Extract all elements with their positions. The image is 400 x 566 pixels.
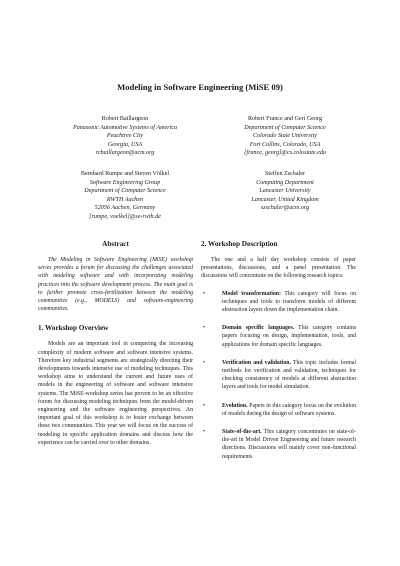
bullet-icon: •	[203, 325, 206, 332]
topic-text: This category will focus on techniques and tools to transform models of different abstraction layers down the implementation chain.	[222, 290, 356, 314]
topic-text: This topic includes formal methods for verification and validation, techniques for checking consistency of models at different abstraction layers and tools for model simulation.	[222, 359, 356, 391]
left-column	[38, 240, 193, 456]
abstract-heading: Abstract	[102, 240, 129, 248]
author-email: [rumpe, voelkel]@se-rwth.de	[89, 213, 161, 220]
author-email: [france, georg]@cs.colostate.edu	[244, 150, 326, 157]
right-column	[201, 240, 356, 471]
list-item	[201, 428, 356, 461]
author-block-1	[40, 115, 210, 158]
author-email: rcbaillargeon@acm.org	[95, 150, 155, 157]
topic-term: Evolution.	[222, 402, 248, 409]
topic-term: Domain specific languages.	[222, 325, 295, 332]
author-affiliation-line: RWTH Aachen	[106, 196, 144, 203]
author-block-3	[40, 170, 210, 222]
author-name: Steffen Zschaler	[265, 171, 305, 177]
list-item	[201, 290, 356, 315]
bullet-icon: •	[203, 402, 206, 409]
author-affiliation-line: Lancaster University	[259, 188, 311, 195]
topic-term: Verification and validation.	[222, 359, 291, 366]
list-item	[201, 402, 356, 418]
bullet-icon: •	[203, 429, 206, 436]
author-affiliation-line: Computing Department	[256, 179, 314, 186]
author-affiliation-line: Georgia, USA	[107, 141, 143, 148]
author-email: szschaler@acm.org	[260, 205, 310, 212]
list-item	[201, 324, 356, 349]
author-affiliation-line: Department of Computer Science	[84, 188, 166, 195]
author-affiliation-line: Lancaster, United Kingdom	[251, 196, 319, 203]
author-affiliation-line: Colorado State University	[253, 133, 317, 140]
author-affiliation-line: Department of Computer Science	[244, 124, 326, 131]
author-name: Robert France and Geri Georg	[247, 116, 322, 122]
section-heading-description: 2. Workshop Description	[201, 240, 278, 248]
author-affiliation-line: Software Engineering Group	[89, 179, 161, 186]
topic-text: Papers in this category focus on the evolution of models during the design of software systems.	[222, 402, 356, 417]
topic-term: State-of-the-art.	[222, 429, 262, 436]
topic-term: Model transformation:	[222, 290, 281, 297]
author-block-4	[200, 170, 370, 213]
author-affiliation-line: Fort Collins, Colorado, USA	[249, 141, 321, 148]
topic-text: This category concentrates on state-of-the-art in Model Driven Engineering and future research directions. Discussions will mainly cover non-functional requirements	[222, 429, 356, 460]
description-intro: The one and a half day workshop consists of paper presentations, discussions, and a panel presentation. The discussions will concentrate on the following research topics:	[201, 257, 356, 280]
research-topics-list	[201, 290, 356, 461]
abstract-text: The Modeling in Software Engineering (MiSE) workshop series provides a forum for discussing the challenges associated with modeling software and with incorporating modeling practices into the software development process. The main goal is to further promote cross-fertilization between the modeling communities (e.g., MODELS) and software-engineering communities.	[38, 257, 193, 313]
bullet-icon: •	[203, 290, 206, 297]
author-affiliation-line: Panasonic Automotive Systems of America	[72, 124, 178, 131]
list-item	[201, 359, 356, 392]
author-affiliation-line: Peachtree City	[106, 133, 144, 140]
author-name: Robert Baillargeon	[101, 116, 149, 122]
paper-title: Modeling in Software Engineering (MiSE 09)	[117, 82, 283, 92]
bullet-icon: •	[203, 359, 206, 366]
author-name: Bernhard Rumpe and Steven Völkel	[80, 171, 170, 177]
author-block-2	[200, 115, 370, 158]
overview-paragraph: Models are an important tool in conquering the increasing complexity of modern software and software intensive systems. Therefore key industrial segments are strategically directing their developments towards intensive use of modeling techniques. This workshop aims to understand the current and future uses of models in the engineering of software and software intensive systems. The MiSE-workshop series has proven to be an effective forum for discussing modeling techniques from the model-driven engineering and the software engineering perspectives. An important goal of this workshop is to foster exchange between these two communities. This year we will focus on the success of modeling in specific application domains and discuss how the experience can be carried over to other domains.	[38, 341, 193, 446]
author-affiliation-line: 52056 Aachen, Germany	[94, 205, 156, 212]
topic-text: This category contains papers focusing on design, implementation, tools, and applications for domain specific languages.	[222, 325, 357, 348]
section-heading-overview: 1. Workshop Overview	[38, 324, 109, 333]
